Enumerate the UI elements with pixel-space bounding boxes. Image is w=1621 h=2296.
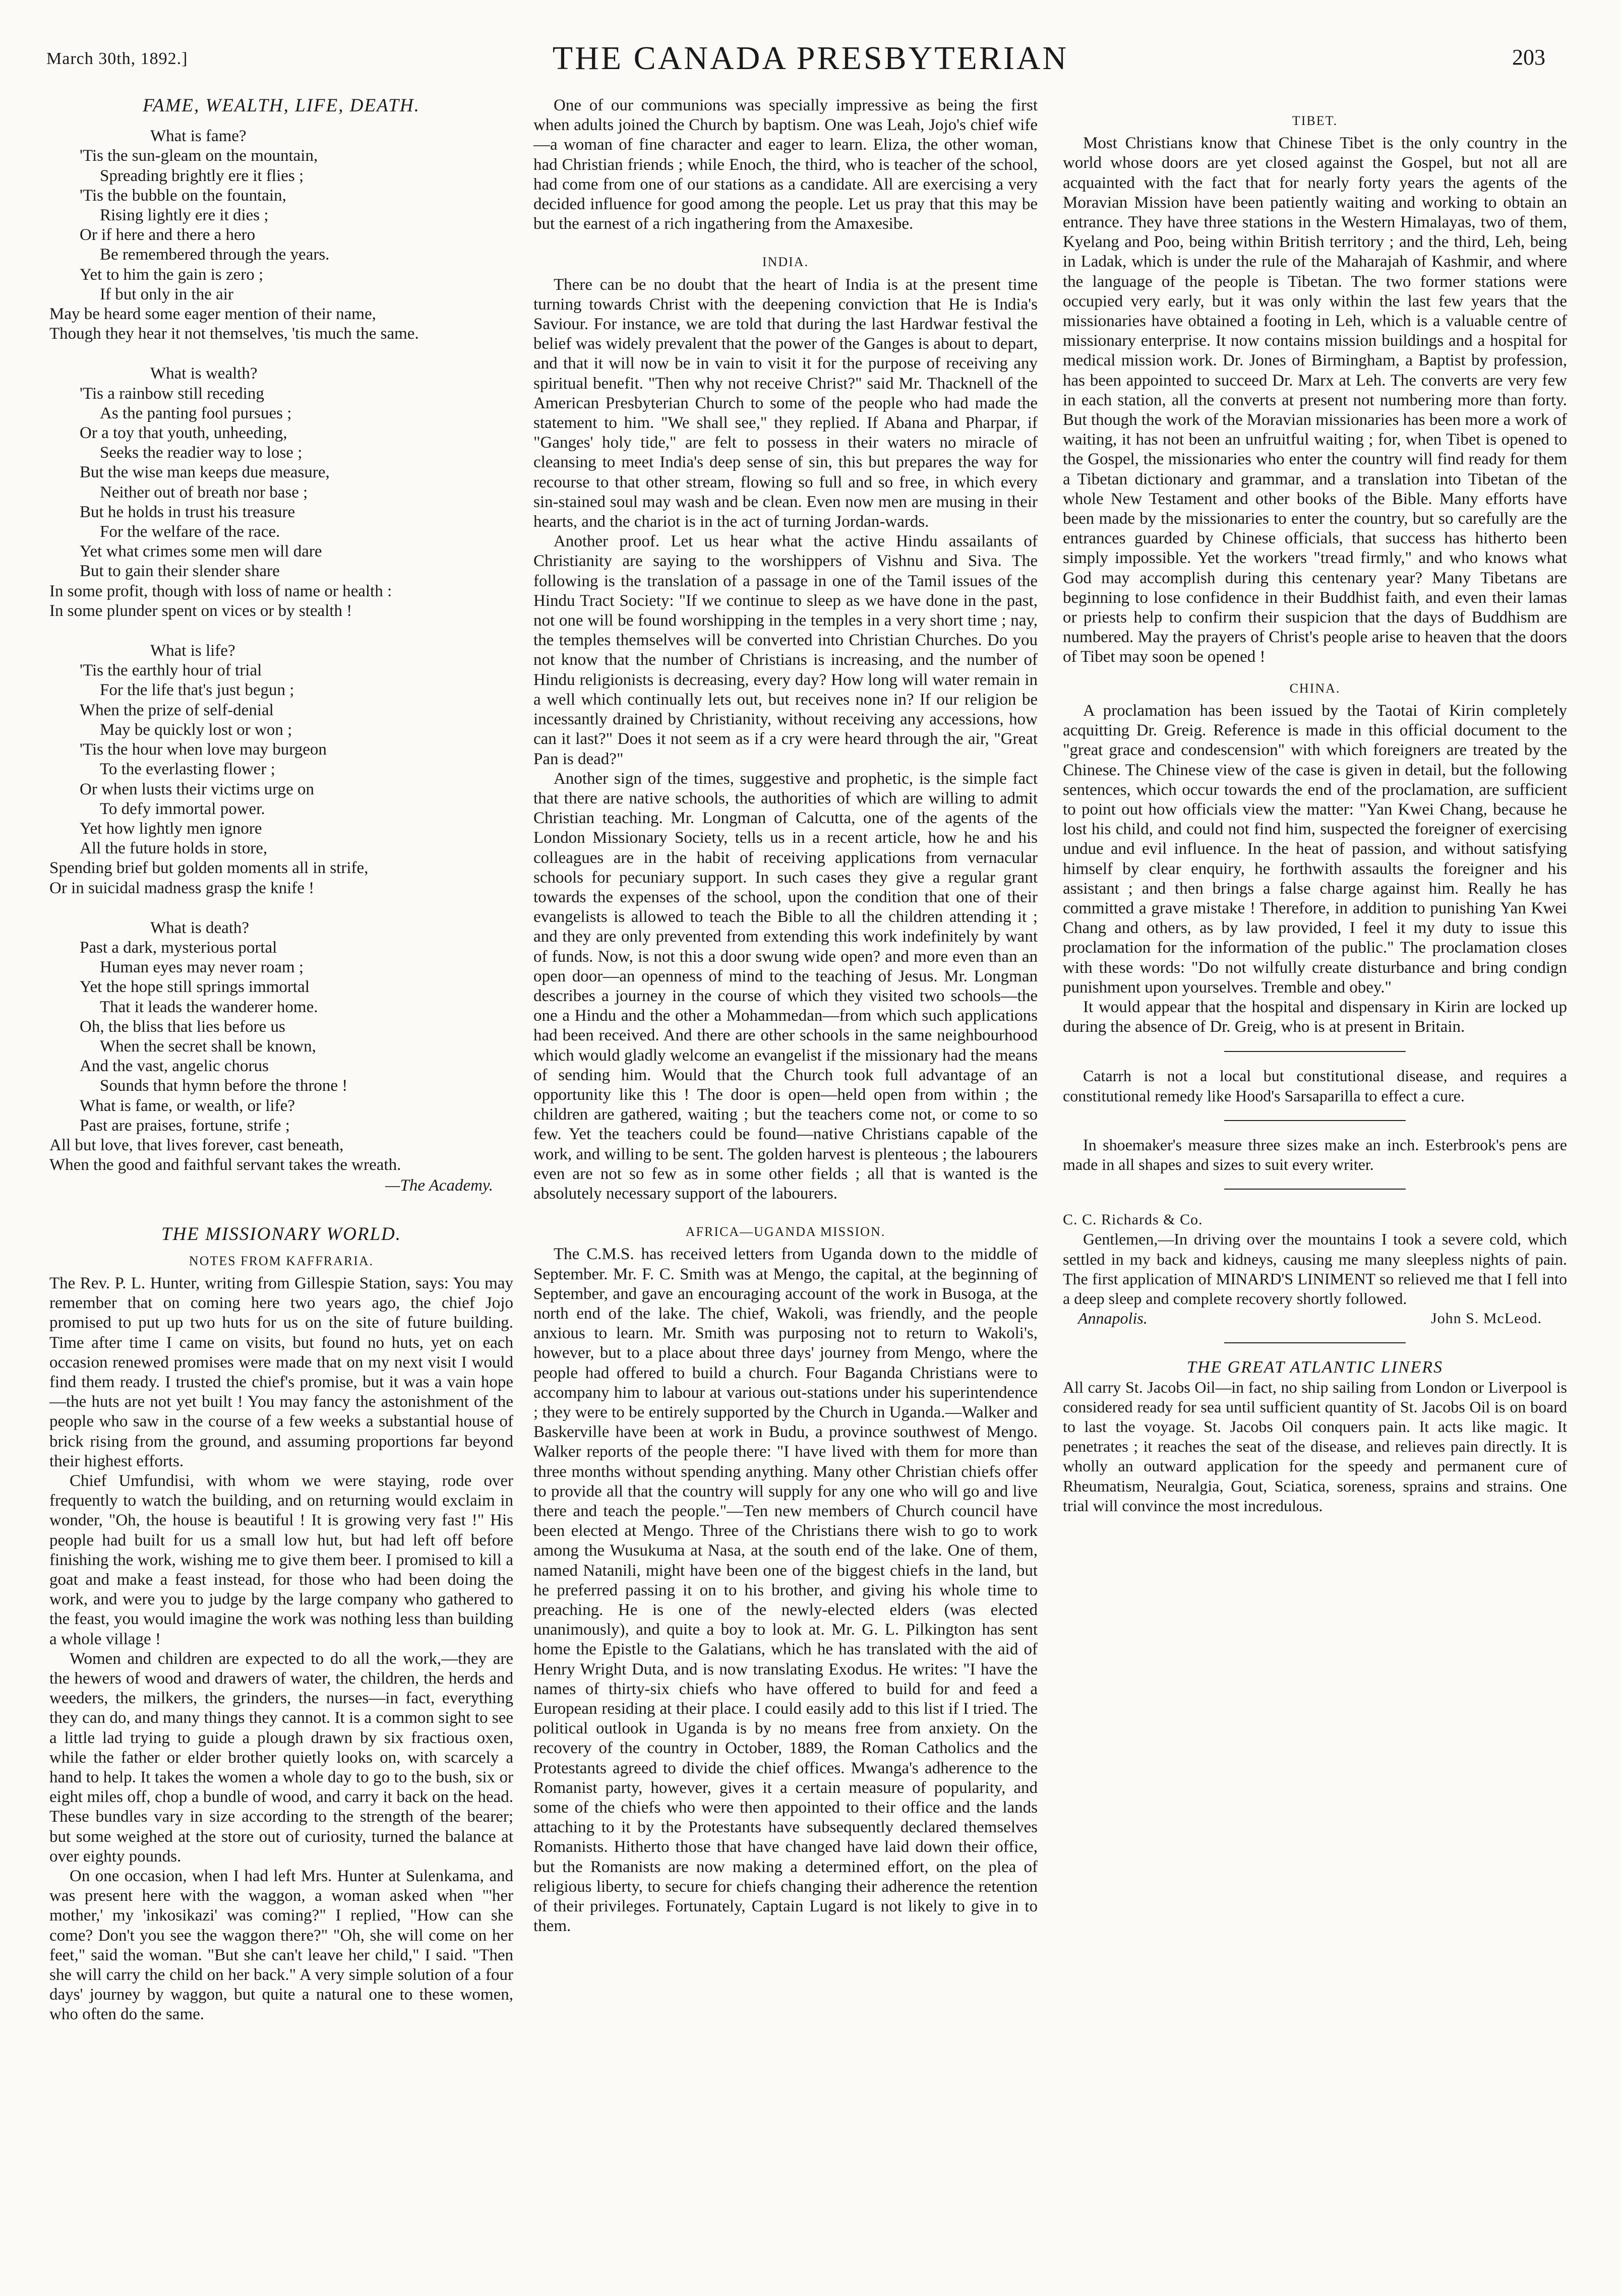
poem-line: 'Tis the sun-gleam on the mountain, xyxy=(80,147,318,165)
paragraph: One of our communions was specially impressive as being the first when adults joined the Church by baptism. One was Leah, Jojo's chief wife—a woman of fine character and eager to learn. Eliza, the other woman, had Christian friends ; while Enoch, the third, who is teacher of the school, had come from one of our stations as a candidate. All are exercising a very decided influence for good among the people. Let us pray that this may be but the earnest of a rich ingathering from the Amaxesibe. xyxy=(533,96,1038,233)
stanza-gap xyxy=(49,344,513,364)
divider xyxy=(1224,1342,1406,1343)
poem-line: For the welfare of the race. xyxy=(100,523,280,541)
poem-line: Human eyes may never roam ; xyxy=(100,958,304,977)
poem-line: For the life that's just begun ; xyxy=(100,681,294,700)
column-1 xyxy=(49,96,513,2025)
subsection-heading: TIBET. xyxy=(1292,113,1338,128)
column-2 xyxy=(533,96,1038,1936)
stanza-gap xyxy=(49,898,513,918)
page-number: 203 xyxy=(1512,45,1545,70)
paragraph: On one occasion, when I had left Mrs. Hunter at Sulenkama, and was present here with the waggon, a woman asked when "'her mother,' my 'inkosikazi' was coming?" I replied, "How can she come? Don't you see the waggon there?" "Oh, she will come on her feet," said the woman. "But she can't leave her child," I said. "Then she will carry the child on her back." A very simple solution of a four days' journey by waggon, but quite a natural one to these women, who often do the same. xyxy=(49,1867,513,2024)
stanza-gap xyxy=(49,621,513,641)
poem-stanza xyxy=(49,641,513,898)
poem-line: 'Tis the bubble on the fountain, xyxy=(80,186,286,205)
article-kaffraria-continued xyxy=(533,96,1038,234)
poem-line: To the everlasting flower ; xyxy=(100,760,275,779)
poem-line: What is fame? xyxy=(150,127,247,146)
subsection-heading: NOTES FROM KAFFRARIA. xyxy=(189,1253,374,1268)
article-tibet xyxy=(1063,134,1567,667)
poem-line: Yet how lightly men ignore xyxy=(80,819,262,838)
subsection-heading: AFRICA—UGANDA MISSION. xyxy=(685,1224,886,1239)
poem-line: As the panting fool pursues ; xyxy=(100,404,292,422)
poem-line: 'Tis the hour when love may burgeon xyxy=(80,740,327,759)
article-kaffraria xyxy=(49,1274,513,2025)
divider xyxy=(1224,1189,1406,1190)
divider xyxy=(1224,1051,1406,1052)
issue-date: March 30th, 1892.] xyxy=(46,49,188,68)
poem-line: Seeks the readier way to lose ; xyxy=(100,444,303,462)
poem-line: If but only in the air xyxy=(100,285,233,303)
advert-firm: C. C. Richards & Co. xyxy=(1063,1211,1203,1228)
poem-line: Rising lightly ere it dies ; xyxy=(100,206,269,225)
poem-line: Be remembered through the years. xyxy=(100,245,330,264)
poem-line: Yet the hope still springs immortal xyxy=(80,978,310,997)
poem-line: May be heard some eager mention of their name, xyxy=(49,305,376,324)
poem-line: Yet to him the gain is zero ; xyxy=(80,265,264,284)
poem-line: To defy immortal power. xyxy=(100,799,265,818)
poem-line: Oh, the bliss that lies before us xyxy=(80,1017,285,1036)
poem-line: What is wealth? xyxy=(150,364,258,383)
poem-line: In some plunder spent on vices or by stealth ! xyxy=(49,601,352,620)
advert-signature-line xyxy=(1063,1309,1567,1328)
paragraph: A proclamation has been issued by the Taotai of Kirin completely acquitting Dr. Greig. Reference is made in this official document to the "great grace and condescension" with which foreigners are treated by the Chinese. The Chinese view of the case is given in detail, but the following sentences, which occur towards the end of the proclamation, are sufficient to point out how officials view the matter: "Yan Kwei Chang, because he lost his child, and could not find him, suspected the foreigner of exercising undue and evil influence. In the heat of passion, and without satisfying himself by clear enquiry, he forthwith assaults the foreigner and his assistant ; and then brings a false charge against him. Really he has committed a grave mistake ! Therefore, in addition to punishing Yan Kwei Chang and others, as by law provided, I feel it my duty to issue this proclamation for the information of the public." The proclamation closes with these words: "Do not wilfully create disturbance and bring condign punishment upon yourselves. Tremble and obey." xyxy=(1063,701,1567,997)
article-china xyxy=(1063,701,1567,1037)
paragraph: There can be no doubt that the heart of India is at the present time turning towards Christ with the deepening conviction that He is India's Saviour. For instance, we are told that during the last Hardwar festival the belief was widely prevalent that the power of the Ganges is about to depart, and that it will now be in vain to visit it for the purpose of receiving any spiritual benefit. "Then why not receive Christ?" said Mr. Thacknell of the American Presbyterian Church to some of the people who had made the statement to him. "We shall see," they replied. If Abana and Pharpar, if "Ganges' holy tide," are felt to possess in their waters no miracle of cleansing to meet India's deep sense of sin, this but prepares the way for recourse to that other stream, flowing so full and so free, in which every sin-stained soul may wash and be clean. Even now men are musing in their hearts, and the chariot is in the act of turning Jordan-wards. xyxy=(533,275,1038,531)
poem-line: 'Tis the earthly hour of trial xyxy=(80,661,262,680)
section-heading: THE MISSIONARY WORLD. xyxy=(161,1223,402,1245)
poem xyxy=(49,96,513,1196)
paragraph: Women and children are expected to do all the work,—they are the hewers of wood and drawers of water, the children, the herds and weeders, the milkers, the grinders, the nurses—in fact, everything they can do, and many things they cannot. It is a common sight to see a little lad trying to guide a plough drawn by six fractious oxen, while the father or elder brother quietly looks on, with scarcely a hand to help. It takes the women a whole day to go to the bush, six or eight miles off, chop a bundle of wood, and carry it back on the head. These bundles vary in size according to the strength of the bearer; but some weighed at the store out of curiosity, turned the balance at over eighty pounds. xyxy=(49,1649,513,1866)
advert-heading: THE GREAT ATLANTIC LINERS xyxy=(1186,1358,1444,1377)
subsection-heading: INDIA. xyxy=(762,255,809,270)
paragraph: The Rev. P. L. Hunter, writing from Gillespie Station, says: You may remember that on coming here two years ago, the chief Jojo promised to put up two huts for us on the site of future building. Time after time I came on visits, but found no huts, yet on each occasion renewed promises were made that on my next visit I would find them ready. I trusted the chief's promise, but it was a vain hope—the huts are not yet built ! You may fancy the astonishment of the people who saw in the course of a few weeks a substantial house of brick rising from the ground, and assuming proportions far beyond their highest efforts. xyxy=(49,1274,513,1470)
poem-line: Or in suicidal madness grasp the knife ! xyxy=(49,879,315,897)
poem-line: Spending brief but golden moments all in strife, xyxy=(49,859,369,878)
poem-title: FAME, WEALTH, LIFE, DEATH. xyxy=(143,95,420,116)
poem-line: Past are praises, fortune, strife ; xyxy=(80,1116,290,1135)
poem-stanza xyxy=(49,127,513,344)
poem-line: That it leads the wanderer home. xyxy=(100,998,318,1016)
poem-line: Or if here and there a hero xyxy=(80,226,256,244)
poem-line: Yet what crimes some men will dare xyxy=(80,542,322,561)
paragraph: Another proof. Let us hear what the active Hindu assailants of Christianity are saying to the worshippers of Vishnu and Siva. The following is the translation of a passage in one of the Tamil issues of the Hindu Tract Society: "If we continue to sleep as we have done in the past, not one will be found worshipping in the temples in a very short time ; nay, the temples themselves will be converted into Christian Churches. Do you not know that the number of Christians is increasing, and the number of Hindu religionists is decreasing, every day? How long will water remain in a well which continually lets out, but receives none in? If our religion be incessantly drained by Christianity, without receiving any accessions, how can it last?" Does it not seem as if a cry were heard through the air, "Great Pan is dead?" xyxy=(533,532,1038,768)
paragraph: It would appear that the hospital and dispensary in Kirin are locked up during the absence of Dr. Greig, who is at present in Britain. xyxy=(1063,998,1567,1036)
masthead xyxy=(0,39,1621,80)
poem-line: But he holds in trust his treasure xyxy=(80,503,295,521)
poem-line: All but love, that lives forever, cast beneath, xyxy=(49,1136,344,1154)
advert-letter: Gentlemen,—In driving over the mountains I took a severe cold, which settled in my back and kidneys, causing me many sleepless nights of pain. The first application of MINARD'S LINIMENT so relieved me that I fell into a deep sleep and complete recovery shortly followed. xyxy=(1063,1230,1567,1308)
poem-line: What is fame, or wealth, or life? xyxy=(80,1096,295,1115)
poem-line: Sounds that hymn before the throne ! xyxy=(100,1077,348,1095)
poem-stanza xyxy=(49,364,513,621)
divider xyxy=(1224,1120,1406,1121)
poem-line: And the vast, angelic chorus xyxy=(80,1057,269,1076)
poem-line: All the future holds in store, xyxy=(80,839,268,858)
poem-line: But to gain their slender share xyxy=(80,562,280,581)
poem-line: But the wise man keeps due measure, xyxy=(80,463,330,482)
paragraph: The C.M.S. has received letters from Uganda down to the middle of September. Mr. F. C. Smith was at Mengo, the capital, at the beginning of September, and gave an encouraging account of the work in Busoga, at the north end of the lake. The chief, Wakoli, was friendly, and the people anxious to learn. Mr. Smith was purposing not to return to Wakoli's, however, but to a place about three days' journey from Mengo, where the people had offered to build a church. Four Baganda Christians were to accompany him to labour at various out-stations under his superintendence ; they were to be entirely supported by the Church in Uganda.—Walker and Baskerville have been at work in Budu, a province southwest of Mengo. Walker reports of the people there: "I have lived with them for more than three months without spending anything. Many other Christian chiefs offer to provide all that the country will supply for any one who will go and live there and teach the people."—Ten new members of Church council have been elected at Mengo. Three of the Christians there wish to go to work among the Wusukuma at Nasa, at the south end of the lake. One of them, named Natanili, might have been one of the biggest chiefs in the land, but he preferred passing it on to his brother, and giving his whole time to preaching. He is one of the newly-elected elders (was elected unanimously), and quite a boy to look at. Mr. G. L. Pilkington has sent home the Epistle to the Galatians, which he has translated with the aid of Henry Wright Duta, and is now translating Exodus. He writes: "I have the names of thirty-six chiefs who have offered to build for and feed a European residing at their place. I could easily add to this list if I tried. The political outlook in Uganda is by no means free from anxiety. On the recovery of the country in October, 1889, the Roman Catholics and the Protestants agreed to divide the chief offices. Mwanga's adherence to the Romanist party, however, gives it a certain measure of popularity, and some of the chiefs who were then appointed to their office and the lands attaching to it by the Protestants have subsequently declared themselves Romanists. Hitherto those that have changed have laid down their office, but the Romanists are now making a determined effort, on the plea of religious liberty, to secure for chiefs changing their adherence the retention of their privileges. Fortunately, Captain Lugard is not likely to give in to them. xyxy=(533,1245,1038,1936)
poem-line: Spreading brightly ere it flies ; xyxy=(100,166,304,185)
newspaper-title: THE CANADA PRESBYTERIAN xyxy=(552,40,1069,77)
poem-line: Or a toy that youth, unheeding, xyxy=(80,424,287,443)
subsection-heading: CHINA. xyxy=(1289,680,1341,696)
poem-line: 'Tis a rainbow still receding xyxy=(80,384,264,403)
advert-st-jacobs-oil: All carry St. Jacobs Oil—in fact, no ship sailing from London or Liverpool is considered ready for sea until sufficient quantity of St. Jacobs Oil is on board to last the voyage. St. Jacobs Oil conquers pain. It acts like magic. It penetrates ; it reaches the seat of the disease, and relieves pain directly. It is wholly an outward application for the speedy and permanent cure of Rheumatism, Neuralgia, Gout, Sciatica, soreness, sprains and strains. One trial will convince the most incredulous. xyxy=(1063,1378,1567,1515)
paragraph: Chief Umfundisi, with whom we were staying, rode over frequently to watch the building, and on returning would exclaim in wonder, "Oh, the house is beautiful ! It is growing very fast !" His people had built for us a small low hut, but had left off before finishing the work, wishing me to give them beer. I promised to kill a goat and make a feast instead, for those who had been doing the work, and were you to judge by the large company who gathered to the feast, you would imagine the work was nothing less than building a whole village ! xyxy=(49,1472,513,1648)
poem-line: When the good and faithful servant takes the wreath. xyxy=(49,1156,401,1174)
poem-line: Neither out of breath nor base ; xyxy=(100,483,308,502)
paragraph: Another sign of the times, suggestive and prophetic, is the simple fact that there are native schools, the authorities of which are willing to admit Christian teaching. Mr. Longman of Calcutta, one of the agents of the London Missionary Society, tells us in a recent article, how he and his colleagues are in the habit of receiving applications from vernacular schools for pecuniary support. In such cases they give a regular grant towards the expenses of the school, upon the condition that one of their evangelists is allowed to teach the Bible to all the children attending it ; and they are only prevented from extending this work indefinitely by want of funds. Now, is not this a door swung wide open? and more even than an open door—an openness of mind to the teaching of Jesus. Mr. Longman describes a journey in the course of which they visited two schools—the one a Hindu and the other a Mohammedan—from which such applications had been received. And there are other schools in the same neighbourhood which would gladly welcome an evangelist if the missionary had the means of sending him. Would that the Church took full advantage of an opportunity like this ! The door is open—held open from within ; the children are gathered, waiting ; but the teachers come not, or come to so few. Yet the teachers could be found—native Christians capable of the work, and willing to be sent. The golden harvest is plenteous ; the labourers even are not so few as in some other fields ; all that is wanted is the absolutely necessary support of the labourers. xyxy=(533,769,1038,1203)
article-uganda xyxy=(533,1245,1038,1936)
advert-minards-liniment xyxy=(1063,1210,1567,1328)
article-india xyxy=(533,275,1038,1204)
paragraph: Most Christians know that Chinese Tibet is the only country in the world whose doors are yet closed against the Gospel, but not all are acquainted with the fact that for nearly forty years the agents of the Moravian Mission have been patiently waiting and working to obtain an entrance. They have three stations in the Western Himalayas, two of them, Kyelang and Poo, being within British territory ; and the third, Leh, being in Ladak, which is under the rule of the Maharajah of Kashmir, and where the language of the people is Tibetan. The two former stations were occupied very early, but it was only within the last few years that the missionaries have obtained a footing in Leh, which is a valuable centre of missionary enterprise. It now contains mission buildings and a hospital for medical mission work. Dr. Jones of Birmingham, a Baptist by profession, has been appointed to succeed Dr. Marx at Leh. The converts are very few in each station, all the converts at present not numbering more than forty. But though the work of the Moravian missionaries has been more a work of waiting, it has not been an unfruitful waiting ; for, when Tibet is opened to the Gospel, the missionaries who enter the country will find ready for them a Tibetan dictionary and grammar, and a translation into Tibetan of the whole New Testament and other books of the Bible. Many efforts have been made by the missionaries to enter the country, but so carefully are the entrances guarded by Chinese officials, that success has hitherto been simply impossible. Yet the workers "tread firmly," and who knows what God may accomplish during this centenary year? Many Tibetans are beginning to lose confidence in their Buddhist faith, and even their lamas or priests help to confirm their suspicion that the days of Buddhism are numbered. May the prayers of Christ's people arise to heaven that the doors of Tibet may soon be opened ! xyxy=(1063,134,1567,666)
poem-line: What is life? xyxy=(150,642,235,660)
poem-credit: —The Academy. xyxy=(385,1176,493,1195)
column-3 xyxy=(1063,96,1567,1516)
poem-line: Though they hear it not themselves, 'tis much the same. xyxy=(49,325,419,343)
poem-line: When the prize of self-denial xyxy=(80,701,274,719)
poem-line: What is death? xyxy=(150,918,250,937)
advert-esterbrook: In shoemaker's measure three sizes make an inch. Esterbrook's pens are made in all shapes and sizes to suit every writer. xyxy=(1063,1135,1567,1173)
poem-line: Or when lusts their victims urge on xyxy=(80,780,314,798)
advert-place: Annapolis. xyxy=(1078,1309,1148,1328)
poem-line: May be quickly lost or won ; xyxy=(100,720,292,739)
advert-signature: John S. McLeod. xyxy=(1431,1310,1542,1327)
poem-line: Past a dark, mysterious portal xyxy=(80,938,277,957)
poem-line: When the secret shall be known, xyxy=(100,1037,316,1056)
poem-stanza xyxy=(49,918,513,1175)
poem-stanzas xyxy=(49,127,513,1175)
poem-line: In some profit, though with loss of name or health : xyxy=(49,582,392,600)
advert-catarrh: Catarrh is not a local but constitutional disease, and requires a constitutional remedy like Hood's Sarsaparilla to effect a cure. xyxy=(1063,1067,1567,1105)
